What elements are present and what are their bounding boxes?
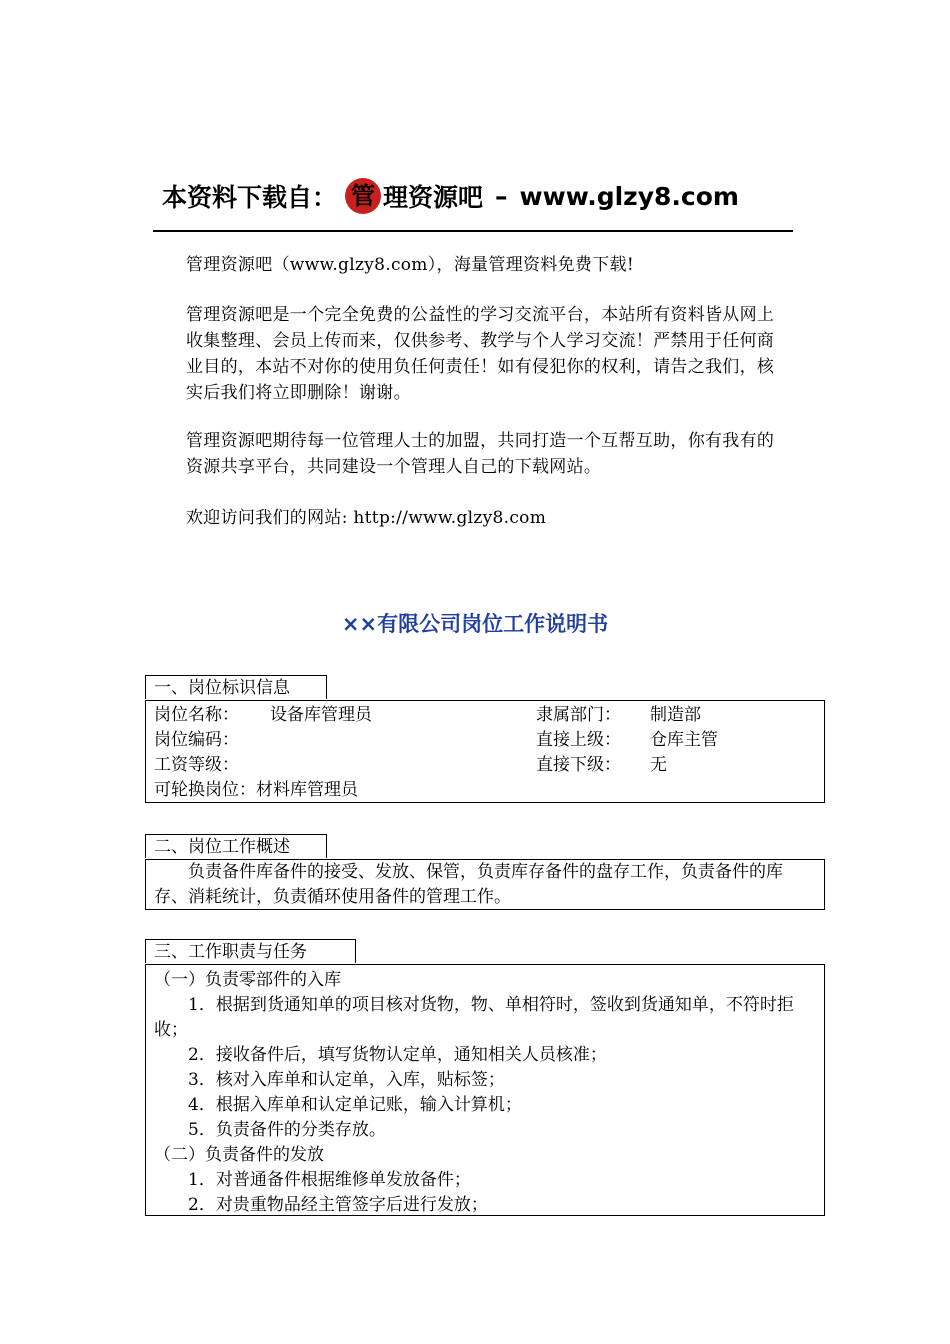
info-label: 岗位名称： (154, 705, 239, 725)
info-value: 设备库管理员 (270, 705, 372, 725)
duty-item: 4．根据入库单和认定单记账，输入计算机； (188, 1095, 522, 1115)
intro-text-3: 管理资源吧期待每一位管理人士的加盟，共同打造一个互帮互助，你有我有的资源共享平台，共同建设一个管理人自己的下载网站。 (186, 431, 775, 477)
duty-group-title: （一）负责零部件的入库 (154, 970, 341, 990)
intro-paragraph-1 (186, 252, 776, 278)
document-title: ××有限公司岗位工作说明书 (341, 612, 609, 636)
rotation-text: 可轮换岗位：材料库管理员 (154, 780, 358, 800)
banner-url[interactable]: www.glzy8.com (519, 181, 739, 211)
intro-paragraph-2 (186, 302, 776, 406)
intro-text-1: 管理资源吧（www.glzy8.com），海量管理资料免费下载! (186, 255, 634, 275)
intro-text-2: 管理资源吧是一个完全免费的公益性的学习交流平台，本站所有资料皆从网上收集整理、会员上传而来，仅供参考、教学与个人学习交流！严禁用于任何商业目的，本站不对你的使用负任何责任！如有侵犯你的权利，请告之我们，核实后我们将立即删除！谢谢。 (186, 305, 775, 403)
info-value (270, 753, 536, 778)
info-label: 岗位编码： (154, 730, 239, 750)
intro-paragraph-3 (186, 428, 776, 480)
info-label: 工资等级： (154, 755, 239, 775)
info-label: 隶属部门： (536, 705, 621, 725)
info-row (154, 703, 816, 728)
duty-item: 2．接收备件后，填写货物认定单，通知相关人员核准； (188, 1045, 607, 1065)
info-value (270, 728, 536, 753)
section3-box (145, 964, 825, 1216)
info-value: 无 (650, 755, 667, 775)
site-banner (162, 176, 739, 216)
info-row (154, 753, 816, 778)
section1-heading: 一、岗位标识信息 (145, 675, 327, 699)
banner-site-name: 理资源吧 (383, 183, 484, 212)
info-value: 制造部 (650, 705, 701, 725)
site-logo-icon: 管 (345, 178, 381, 214)
info-label: 直接上级： (536, 730, 621, 750)
section2-box (145, 859, 825, 910)
intro-text-4: 欢迎访问我们的网站: http://www.glzy8.com (186, 508, 547, 528)
info-row (154, 728, 816, 753)
intro-paragraph-4 (186, 505, 776, 531)
duty-item: 5．负责备件的分类存放。 (188, 1120, 386, 1140)
rotation-row (154, 778, 816, 803)
section2-heading: 二、岗位工作概述 (145, 834, 327, 858)
duty-item: 1．根据到货通知单的项目核对货物，物、单相符时，签收到货通知单，不符时拒收； (154, 995, 794, 1040)
duty-item: 1．对普通备件根据维修单发放备件； (188, 1170, 471, 1190)
banner-prefix: 本资料下载自： (162, 183, 338, 212)
info-value: 仓库主管 (650, 730, 718, 750)
duty-group-title: （二）负责备件的发放 (154, 1145, 324, 1165)
info-label: 直接下级： (536, 755, 621, 775)
section3-heading: 三、工作职责与任务 (145, 939, 356, 963)
section1-box (145, 700, 825, 803)
banner-divider (153, 230, 793, 232)
duty-item: 2．对贵重物品经主管签字后进行发放； (188, 1195, 488, 1215)
banner-dash: – (495, 181, 508, 211)
duty-item: 3．核对入库单和认定单，入库，贴标签； (188, 1070, 505, 1090)
overview-text: 负责备件库备件的接受、发放、保管，负责库存备件的盘存工作，负责备件的库存、消耗统计，负责循环使用备件的管理工作。 (154, 862, 783, 907)
